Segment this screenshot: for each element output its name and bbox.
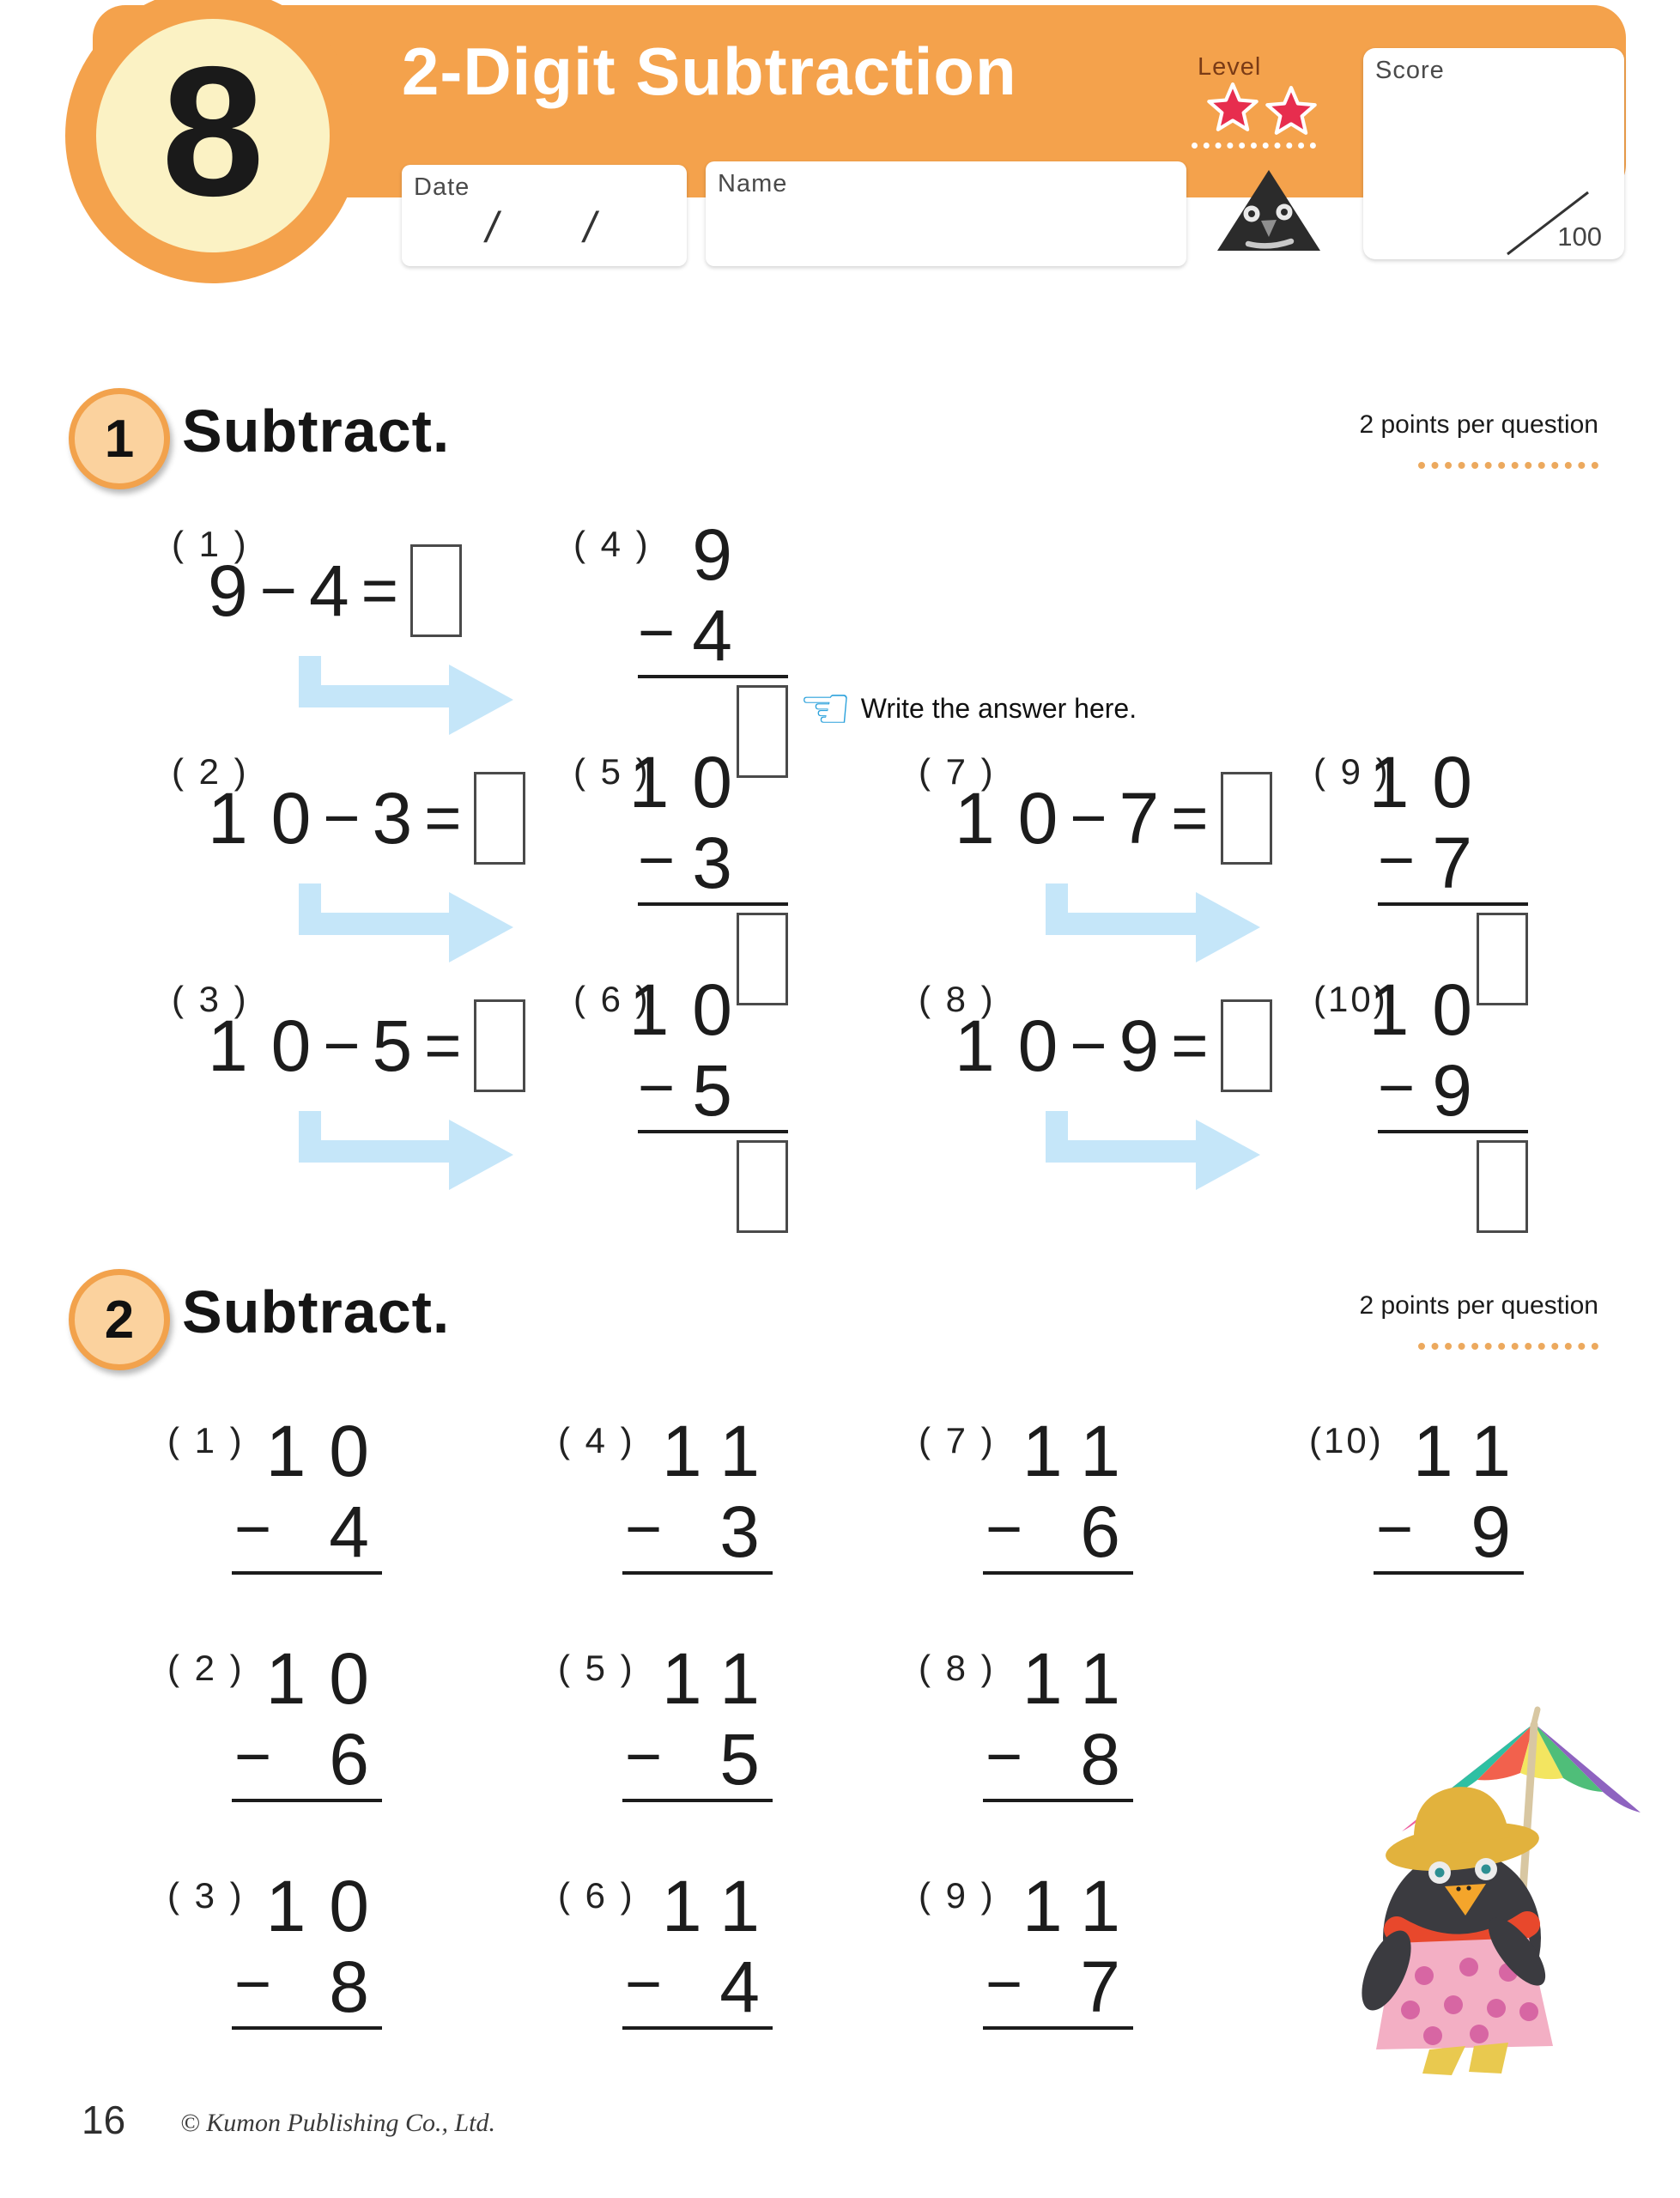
answer-area[interactable]: [983, 2033, 1133, 2106]
problem-s1-6: [573, 969, 792, 1257]
minuend: 11: [1022, 1411, 1143, 1491]
date-slash: /: [584, 203, 596, 252]
answer-line: [232, 1799, 382, 1802]
answer-line: [1378, 902, 1528, 906]
answer-area[interactable]: [1374, 1578, 1524, 1651]
subtrahend: 4: [719, 1946, 783, 2027]
subtrahend: 5: [372, 1005, 436, 1086]
minuend: 10: [955, 777, 1082, 859]
subtrahend: 4: [308, 550, 373, 631]
hint-text: Write the answer here.: [860, 692, 1137, 724]
problem-number: ( 6 ): [558, 1875, 635, 1916]
problem-number: ( 6 ): [573, 979, 651, 1019]
copyright: © Kumon Publishing Co., Ltd.: [180, 2109, 496, 2137]
equals-sign: =: [1171, 782, 1209, 854]
minus-sign: −: [1070, 1010, 1107, 1082]
problem-number: ( 8 ): [919, 1648, 996, 1688]
arrow-icon: [299, 656, 513, 738]
arrow-icon: [1046, 1111, 1260, 1193]
problem-number: ( 8 ): [919, 979, 996, 1019]
subtrahend: 4: [329, 1491, 392, 1572]
minuend: 11: [1022, 1638, 1143, 1719]
minus-sign: −: [638, 824, 676, 896]
score-denominator: 100: [1557, 222, 1602, 252]
minuend: 10: [628, 969, 755, 1050]
subtrahend: 9: [1471, 1491, 1534, 1572]
triangle-character: [1214, 167, 1324, 254]
answer-line: [638, 1130, 788, 1133]
page-title: 2-Digit Subtraction: [402, 33, 1017, 109]
answer-line: [638, 902, 788, 906]
minus-sign: −: [1070, 782, 1107, 854]
minus-sign: −: [638, 597, 676, 668]
problem-s2-9: [919, 1866, 1143, 2153]
minus-sign: −: [1376, 1493, 1414, 1564]
answer-area[interactable]: [622, 2033, 773, 2106]
problem-number: ( 5 ): [558, 1648, 635, 1688]
minuend: 9: [692, 514, 755, 595]
problem-number: ( 1 ): [172, 524, 249, 564]
problem-number: ( 2 ): [172, 751, 249, 792]
minuend: 10: [265, 1638, 392, 1719]
subtrahend: 9: [1119, 1005, 1183, 1086]
minuend: 11: [1022, 1866, 1143, 1946]
minuend: 10: [1368, 742, 1495, 823]
level-dotted-line: [1192, 136, 1316, 149]
answer-box[interactable]: [1477, 1140, 1528, 1233]
answer-line: [1374, 1571, 1524, 1575]
minus-sign: −: [625, 1721, 663, 1792]
answer-box[interactable]: [474, 999, 525, 1092]
problem-number: ( 9 ): [1313, 751, 1391, 792]
minus-sign: −: [986, 1721, 1023, 1792]
arrow-icon: [299, 883, 513, 965]
subtrahend: 7: [1119, 777, 1183, 859]
level-label: Level: [1198, 53, 1262, 81]
section1-badge: [69, 388, 170, 489]
minus-sign: −: [234, 1948, 272, 2019]
section2-badge: [69, 1269, 170, 1370]
minuend: 11: [661, 1411, 783, 1491]
section1-points-dots: [1418, 455, 1598, 469]
minus-sign: −: [986, 1948, 1023, 2019]
minus-sign: −: [638, 1052, 676, 1123]
answer-line: [622, 1799, 773, 1802]
problem-number: ( 7 ): [919, 1420, 996, 1460]
subtrahend: 8: [1080, 1719, 1143, 1800]
answer-box[interactable]: [1221, 772, 1272, 865]
subtrahend: 7: [1432, 823, 1495, 903]
minuend: 10: [265, 1866, 392, 1946]
page-number: 16: [82, 2098, 126, 2142]
minuend: 10: [628, 742, 755, 823]
problem-number: (10): [1309, 1420, 1384, 1460]
answer-box[interactable]: [410, 544, 462, 637]
answer-line: [232, 2026, 382, 2030]
answer-line: [983, 1799, 1133, 1802]
problem-s1-10: [1313, 969, 1532, 1257]
problem-number: ( 1 ): [167, 1420, 245, 1460]
problem-number: ( 9 ): [919, 1875, 996, 1916]
equals-sign: =: [424, 782, 462, 854]
date-slash: /: [486, 203, 498, 252]
problem-number: ( 3 ): [172, 979, 249, 1019]
penguin-illustration: [1361, 1704, 1644, 2082]
answer-line: [638, 675, 788, 678]
minus-sign: −: [323, 782, 361, 854]
answer-line: [232, 1571, 382, 1575]
date-field[interactable]: [402, 165, 687, 266]
subtrahend: 5: [692, 1050, 755, 1131]
score-label: Score: [1375, 57, 1445, 84]
section2-points-dots: [1418, 1336, 1598, 1350]
problem-number: ( 2 ): [167, 1648, 245, 1688]
lesson-badge: [96, 19, 330, 252]
minuend: 10: [208, 1005, 335, 1086]
minuend: 10: [955, 1005, 1082, 1086]
problem-number: ( 7 ): [919, 751, 996, 792]
minus-sign: −: [259, 555, 297, 627]
problem-number: ( 4 ): [573, 524, 651, 564]
subtrahend: 6: [1080, 1491, 1143, 1572]
star-icon: [1207, 82, 1258, 132]
section1-instruction: Subtract.: [182, 398, 451, 464]
minus-sign: −: [986, 1493, 1023, 1564]
minus-sign: −: [625, 1948, 663, 2019]
arrow-icon: [1046, 883, 1260, 965]
subtrahend: 7: [1080, 1946, 1143, 2027]
minuend: 11: [1412, 1411, 1534, 1491]
subtrahend: 3: [692, 823, 755, 903]
minus-sign: −: [323, 1010, 361, 1082]
arrow-icon: [299, 1111, 513, 1193]
star-icon: [1265, 86, 1317, 136]
minus-sign: −: [1378, 824, 1416, 896]
subtrahend: 6: [329, 1719, 392, 1800]
date-label: Date: [414, 173, 470, 201]
lesson-number: 8: [161, 27, 264, 234]
minus-sign: −: [234, 1493, 272, 1564]
level-stars: [1207, 82, 1317, 136]
problem-s2-10: [1309, 1411, 1534, 1698]
pointing-hand-icon: ☜: [798, 675, 852, 742]
section2-number: 2: [104, 1290, 135, 1350]
subtrahend: 8: [329, 1946, 392, 2027]
name-label: Name: [718, 170, 788, 197]
minuend: 11: [661, 1638, 783, 1719]
section1-points-note: 2 points per question: [1359, 410, 1598, 439]
name-field[interactable]: [706, 161, 1186, 266]
section2-instruction: Subtract.: [182, 1278, 451, 1345]
problem-s2-6: [558, 1866, 783, 2153]
minus-sign: −: [234, 1721, 272, 1792]
problem-number: ( 5 ): [573, 751, 651, 792]
section2-points-note: 2 points per question: [1359, 1291, 1598, 1320]
answer-line: [1378, 1130, 1528, 1133]
minus-sign: −: [1378, 1052, 1416, 1123]
minuend: 10: [265, 1411, 392, 1491]
minuend: 10: [208, 777, 335, 859]
equals-sign: =: [424, 1010, 462, 1082]
answer-line: [983, 1571, 1133, 1575]
minus-sign: −: [625, 1493, 663, 1564]
minuend: 11: [661, 1866, 783, 1946]
answer-line: [622, 2026, 773, 2030]
answer-box[interactable]: [474, 772, 525, 865]
subtrahend: 3: [372, 777, 436, 859]
subtrahend: 4: [692, 595, 755, 676]
minuend: 10: [1368, 969, 1495, 1050]
score-field[interactable]: [1363, 48, 1624, 259]
answer-area[interactable]: [232, 2033, 382, 2106]
answer-line: [622, 1571, 773, 1575]
problem-number: ( 4 ): [558, 1420, 635, 1460]
minuend: 9: [208, 550, 271, 631]
equals-sign: =: [1171, 1010, 1209, 1082]
answer-line: [983, 2026, 1133, 2030]
subtrahend: 3: [719, 1491, 783, 1572]
problem-number: (10): [1313, 979, 1388, 1019]
section1-number: 1: [104, 409, 135, 469]
answer-box[interactable]: [737, 1140, 788, 1233]
problem-number: ( 3 ): [167, 1875, 245, 1916]
subtrahend: 9: [1432, 1050, 1495, 1131]
equals-sign: =: [361, 555, 398, 627]
answer-box[interactable]: [1221, 999, 1272, 1092]
subtrahend: 5: [719, 1719, 783, 1800]
answer-hint: [798, 675, 1137, 742]
